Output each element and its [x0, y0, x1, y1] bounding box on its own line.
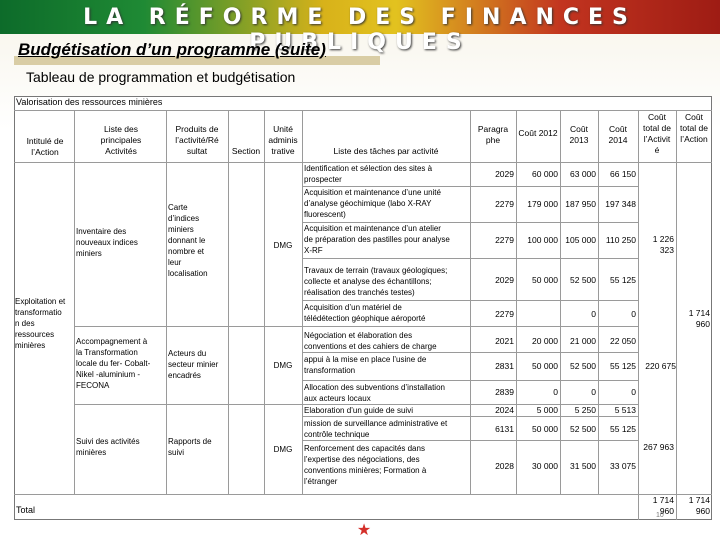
task-text: Allocation des subventions d’installation aux acteurs locaux — [304, 383, 445, 403]
header-unite: Unité adminis trative — [268, 124, 298, 156]
activity-name: Suivi des activités minières — [76, 437, 140, 457]
task-paragraphe: 2279 — [495, 309, 514, 319]
header-activites: Liste des principales Activités — [100, 124, 142, 156]
task-cout-2012: 5 000 — [536, 405, 558, 415]
activity-unite: DMG — [273, 445, 293, 454]
grid-line — [228, 110, 229, 494]
activity-total: 220 675 — [645, 361, 676, 371]
task-cout-2014: 0 — [631, 387, 636, 397]
header-cout-activite: Coût total de l’Activit é — [643, 112, 671, 155]
header-taches: Liste des tâches par activité — [333, 146, 439, 156]
task-text: Acquisition d’un matériel de télédétection géophique aéroporté — [304, 303, 426, 323]
header-cout-2012: Coût 2012 — [518, 128, 558, 138]
grand-total-activite: 1 714 960 — [652, 495, 674, 516]
action-total: 1 714 960 — [688, 308, 710, 329]
task-cout-2012: 100 000 — [527, 235, 558, 245]
task-paragraphe: 2028 — [495, 461, 514, 471]
page-subtitle: Tableau de programmation et budgétisation — [26, 69, 296, 85]
task-cout-2014: 22 050 — [610, 336, 636, 346]
task-paragraphe: 2024 — [495, 405, 514, 415]
grid-line — [516, 110, 517, 494]
task-cout-2013: 5 250 — [574, 405, 596, 415]
task-paragraphe: 2831 — [495, 361, 514, 371]
task-text: appui à la mise en place l’usine de transformation — [304, 355, 427, 375]
task-cout-2013: 52 500 — [570, 275, 596, 285]
grid-line — [598, 110, 599, 494]
grid-line — [14, 110, 712, 111]
header-cout-2013: Coût 2013 — [569, 124, 589, 145]
task-cout-2013: 63 000 — [570, 169, 596, 179]
activity-unite: DMG — [273, 241, 293, 250]
task-cout-2014: 110 250 — [605, 235, 636, 245]
task-cout-2012: 50 000 — [532, 275, 558, 285]
grid-line — [166, 110, 167, 494]
task-paragraphe: 2021 — [495, 336, 514, 346]
task-cout-2012: 50 000 — [532, 361, 558, 371]
activity-unite: DMG — [273, 361, 293, 370]
grid-line — [302, 110, 303, 494]
task-cout-2014: 55 125 — [610, 361, 636, 371]
task-text: Elaboration d’un guide de suivi — [304, 406, 413, 415]
grid-line — [470, 110, 471, 494]
task-text: Acquisition et maintenance d’un atelier de préparation des pastilles pour analyse X-RF — [304, 224, 450, 255]
activity-name: Inventaire des nouveaux indices miniers — [76, 227, 138, 258]
header-produits: Produits de l’activité/Ré sultat — [175, 124, 219, 156]
task-cout-2013: 31 500 — [570, 461, 596, 471]
task-cout-2013: 0 — [591, 387, 596, 397]
task-text: Acquisition et maintenance d’une unité d’analyse géochimique (labo X-RAY fluorescent) — [304, 188, 441, 219]
task-cout-2013: 105 000 — [565, 235, 596, 245]
task-cout-2014: 197 348 — [605, 199, 636, 209]
task-cout-2012: 0 — [553, 387, 558, 397]
task-cout-2012: 50 000 — [532, 424, 558, 434]
page-number: 10 — [656, 512, 664, 519]
header-cout-action: Coût total de l’Action — [680, 112, 708, 144]
banner-title: LA RÉFORME DES FINANCES PUBLIQUES — [83, 5, 637, 55]
task-cout-2012: 60 000 — [532, 169, 558, 179]
task-cout-2014: 55 125 — [610, 275, 636, 285]
task-cout-2013: 0 — [591, 309, 596, 319]
header-paragraphe: Paragra phe — [477, 124, 509, 145]
task-cout-2014: 66 150 — [610, 169, 636, 179]
activity-produit: Rapports de suivi — [168, 437, 212, 457]
task-cout-2013: 52 500 — [570, 424, 596, 434]
task-paragraphe: 2029 — [495, 275, 514, 285]
total-label: Total — [16, 505, 36, 515]
task-cout-2013: 52 500 — [570, 361, 596, 371]
task-cout-2012: 179 000 — [527, 199, 558, 209]
task-paragraphe: 6131 — [495, 424, 514, 434]
star-icon: ★ — [356, 520, 372, 539]
task-cout-2012: 20 000 — [532, 336, 558, 346]
task-text: Travaux de terrain (travaux géologiques; collecte et analyse des échantillons; réalisation des tranchés testes) — [304, 266, 448, 297]
task-text: Renforcement des capacités dans l’expertise des négociations, des conventions minières; Formation à l’étranger — [304, 444, 427, 486]
grid-line — [74, 326, 638, 327]
activity-total: 1 226 323 — [652, 234, 674, 255]
task-paragraphe: 2029 — [495, 169, 514, 179]
task-text: Identification et sélection des sites à prospecter — [304, 164, 433, 184]
task-cout-2013: 21 000 — [570, 336, 596, 346]
header-intitule: Intitulé de l’Action — [26, 136, 64, 157]
header-cout-2014: Coût 2014 — [608, 124, 628, 145]
task-cout-2013: 187 950 — [565, 199, 596, 209]
activity-name: Accompagnement à la Transformation locale du fer- Cobalt- Nikel -aluminium - FECONA — [76, 337, 151, 390]
grand-total-action: 1 714 960 — [688, 495, 710, 516]
task-cout-2014: 55 125 — [610, 424, 636, 434]
activity-produit: Carte d’indices miniers donnant le nombre et leur localisation — [168, 203, 208, 278]
table-caption: Valorisation des ressources minières — [16, 97, 163, 107]
task-cout-2014: 33 075 — [610, 461, 636, 471]
task-text: mission de surveillance administrative et contrôle technique — [304, 419, 448, 439]
header-section: Section — [231, 146, 261, 156]
grid-line — [638, 110, 639, 520]
activity-produit: Acteurs du secteur minier encadrés — [168, 349, 219, 380]
grid-line — [560, 110, 561, 494]
activity-total: 267 963 — [643, 442, 674, 452]
task-cout-2012: 30 000 — [532, 461, 558, 471]
task-text: Négociation et élaboration des conventions et des cahiers de charge — [304, 331, 437, 351]
page-title: Budgétisation d’un programme (suite) — [18, 40, 326, 59]
action-name: Exploitation et transformatio n des ressources minières — [15, 297, 66, 350]
task-cout-2014: 0 — [631, 309, 636, 319]
task-paragraphe: 2839 — [495, 387, 514, 397]
grid-line — [14, 494, 712, 495]
task-cout-2014: 5 513 — [614, 405, 636, 415]
task-paragraphe: 2279 — [495, 199, 514, 209]
task-paragraphe: 2279 — [495, 235, 514, 245]
grid-line — [264, 110, 265, 494]
